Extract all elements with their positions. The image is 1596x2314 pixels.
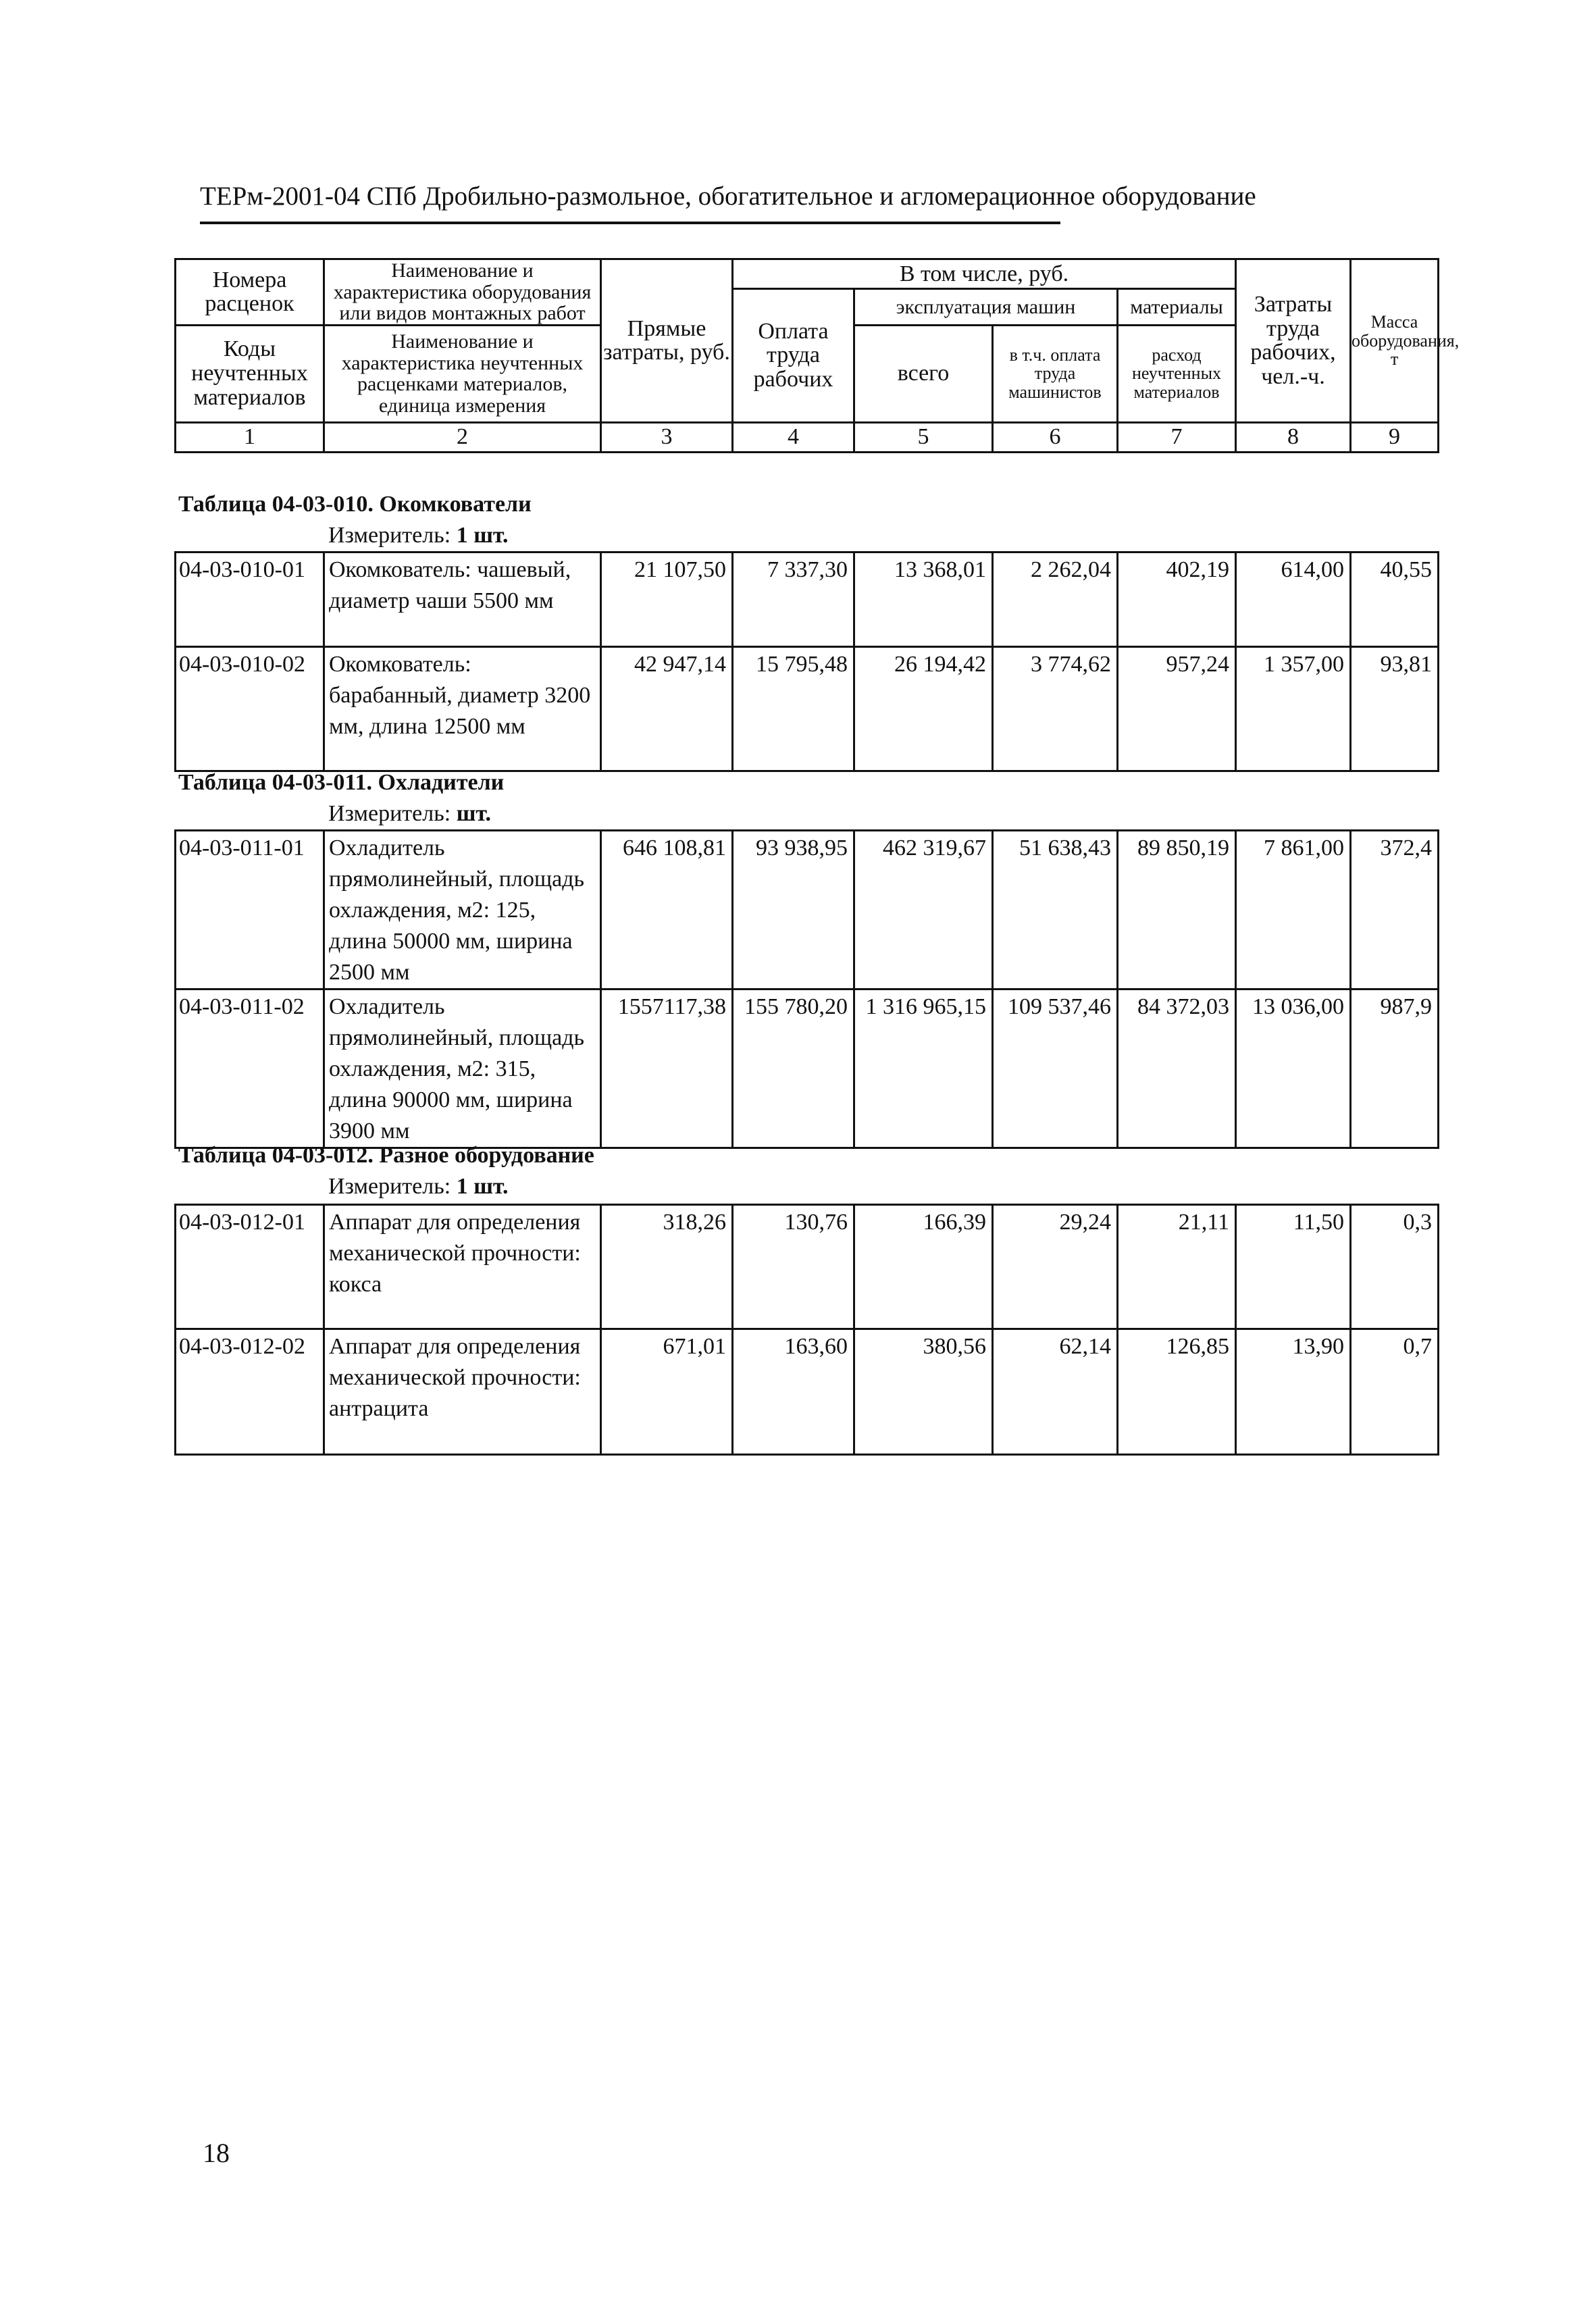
rate-name: Охладитель прямолинейный, площадь охлаждения, м2: 125, длина 50000 мм, ширина 2500 мм <box>324 831 601 989</box>
mass-value: 0,3 <box>1351 1205 1439 1329</box>
rate-code: 04-03-012-02 <box>176 1329 324 1455</box>
header-equipment-name: Наименование и характеристика оборудования или видов монтажных работ <box>324 259 601 326</box>
rate-code: 04-03-010-02 <box>176 647 324 771</box>
machines-total-value: 380,56 <box>854 1329 993 1455</box>
header-material-name: Наименование и характеристика неучтенных расценками материалов, единица измерения <box>324 325 601 422</box>
running-header: ТЕРм-2001-04 СПб Дробильно-размольное, обогатительное и агломерационное оборудование <box>200 182 1256 211</box>
worker-wages-value: 155 780,20 <box>733 989 854 1148</box>
operator-wages-value: 109 537,46 <box>993 989 1118 1148</box>
column-number: 8 <box>1236 422 1351 452</box>
operator-wages-value: 29,24 <box>993 1205 1118 1329</box>
materials-value: 402,19 <box>1118 552 1236 647</box>
machines-total-value: 13 368,01 <box>854 552 993 647</box>
column-number: 5 <box>854 422 993 452</box>
operator-wages-value: 51 638,43 <box>993 831 1118 989</box>
table-row <box>176 552 1439 647</box>
operator-wages-value: 2 262,04 <box>993 552 1118 647</box>
column-number: 3 <box>601 422 733 452</box>
mass-value: 987,9 <box>1351 989 1439 1148</box>
column-number: 9 <box>1351 422 1439 452</box>
worker-wages-value: 93 938,95 <box>733 831 854 989</box>
unit-line <box>328 523 509 548</box>
table-row <box>176 989 1439 1148</box>
materials-value: 957,24 <box>1118 647 1236 771</box>
direct-costs-value: 21 107,50 <box>601 552 733 647</box>
direct-costs-value: 646 108,81 <box>601 831 733 989</box>
worker-wages-value: 163,60 <box>733 1329 854 1455</box>
unit-line <box>328 801 491 827</box>
rates-table <box>174 1204 1439 1456</box>
unit-label: Измеритель: <box>328 523 451 548</box>
section-title: Таблица 04-03-011. Охладители <box>178 770 505 795</box>
rate-code: 04-03-012-01 <box>176 1205 324 1329</box>
header-equipment-mass: Масса оборудования, т <box>1351 259 1439 423</box>
labor-hours-value: 13 036,00 <box>1236 989 1351 1148</box>
table-row <box>176 1205 1439 1329</box>
header-including-group: В том числе, руб. <box>733 259 1236 289</box>
mass-value: 0,7 <box>1351 1329 1439 1455</box>
rate-name: Охладитель прямолинейный, площадь охлаждения, м2: 315, длина 90000 мм, ширина 3900 мм <box>324 989 601 1148</box>
operator-wages-value: 3 774,62 <box>993 647 1118 771</box>
rate-name: Окомкователь: барабанный, диаметр 3200 мм, длина 12500 мм <box>324 647 601 771</box>
table-row <box>176 647 1439 771</box>
column-header-table <box>174 258 1460 453</box>
table-row <box>176 831 1439 989</box>
mass-value: 40,55 <box>1351 552 1439 647</box>
header-worker-wages: Оплата труда рабочих <box>733 289 854 423</box>
column-number: 6 <box>993 422 1118 452</box>
materials-value: 126,85 <box>1118 1329 1236 1455</box>
materials-value: 89 850,19 <box>1118 831 1236 989</box>
materials-value: 21,11 <box>1118 1205 1236 1329</box>
direct-costs-value: 318,26 <box>601 1205 733 1329</box>
rate-code: 04-03-011-02 <box>176 989 324 1148</box>
rate-code: 04-03-011-01 <box>176 831 324 989</box>
header-rule <box>200 222 1060 224</box>
direct-costs-value: 671,01 <box>601 1329 733 1455</box>
header-operator-wages: в т.ч. оплата труда машинистов <box>993 325 1118 422</box>
mass-value: 372,4 <box>1351 831 1439 989</box>
labor-hours-value: 7 861,00 <box>1236 831 1351 989</box>
rate-name: Окомкователь: чашевый, диаметр чаши 5500 мм <box>324 552 601 647</box>
labor-hours-value: 614,00 <box>1236 552 1351 647</box>
header-machine-operation: эксплуатация машин <box>854 289 1118 326</box>
header-rate-numbers: Номера расценок <box>176 259 324 326</box>
header-material-codes: Коды неучтенных материалов <box>176 325 324 422</box>
column-number: 4 <box>733 422 854 452</box>
header-machines-total: всего <box>854 325 993 422</box>
labor-hours-value: 1 357,00 <box>1236 647 1351 771</box>
unit-value: 1 шт. <box>456 1174 509 1199</box>
section-title: Таблица 04-03-010. Окомкователи <box>178 492 532 517</box>
labor-hours-value: 13,90 <box>1236 1329 1351 1455</box>
unit-label: Измеритель: <box>328 1174 451 1199</box>
header-labor-hours: Затраты труда рабочих, чел.-ч. <box>1236 259 1351 423</box>
labor-hours-value: 11,50 <box>1236 1205 1351 1329</box>
page-number: 18 <box>203 2138 230 2168</box>
machines-total-value: 462 319,67 <box>854 831 993 989</box>
header-unaccounted-materials: расход неучтенных материалов <box>1118 325 1236 422</box>
unit-label: Измеритель: <box>328 801 451 826</box>
rate-code: 04-03-010-01 <box>176 552 324 647</box>
unit-value: 1 шт. <box>456 523 509 548</box>
header-direct-costs: Прямые затраты, руб. <box>601 259 733 423</box>
rates-table <box>174 551 1439 772</box>
machines-total-value: 26 194,42 <box>854 647 993 771</box>
worker-wages-value: 15 795,48 <box>733 647 854 771</box>
unit-value: шт. <box>456 801 492 826</box>
table-row <box>176 1329 1439 1455</box>
direct-costs-value: 1557117,38 <box>601 989 733 1148</box>
column-number: 2 <box>324 422 601 452</box>
machines-total-value: 166,39 <box>854 1205 993 1329</box>
operator-wages-value: 62,14 <box>993 1329 1118 1455</box>
rate-name: Аппарат для определения механической прочности: антрацита <box>324 1329 601 1455</box>
direct-costs-value: 42 947,14 <box>601 647 733 771</box>
worker-wages-value: 7 337,30 <box>733 552 854 647</box>
column-number: 1 <box>176 422 324 452</box>
machines-total-value: 1 316 965,15 <box>854 989 993 1148</box>
mass-value: 93,81 <box>1351 647 1439 771</box>
materials-value: 84 372,03 <box>1118 989 1236 1148</box>
worker-wages-value: 130,76 <box>733 1205 854 1329</box>
rate-name: Аппарат для определения механической прочности: кокса <box>324 1205 601 1329</box>
rates-table <box>174 829 1439 1149</box>
unit-line <box>328 1174 509 1200</box>
column-number: 7 <box>1118 422 1236 452</box>
header-materials: материалы <box>1118 289 1236 326</box>
section-title: Таблица 04-03-012. Разное оборудование <box>178 1143 594 1168</box>
